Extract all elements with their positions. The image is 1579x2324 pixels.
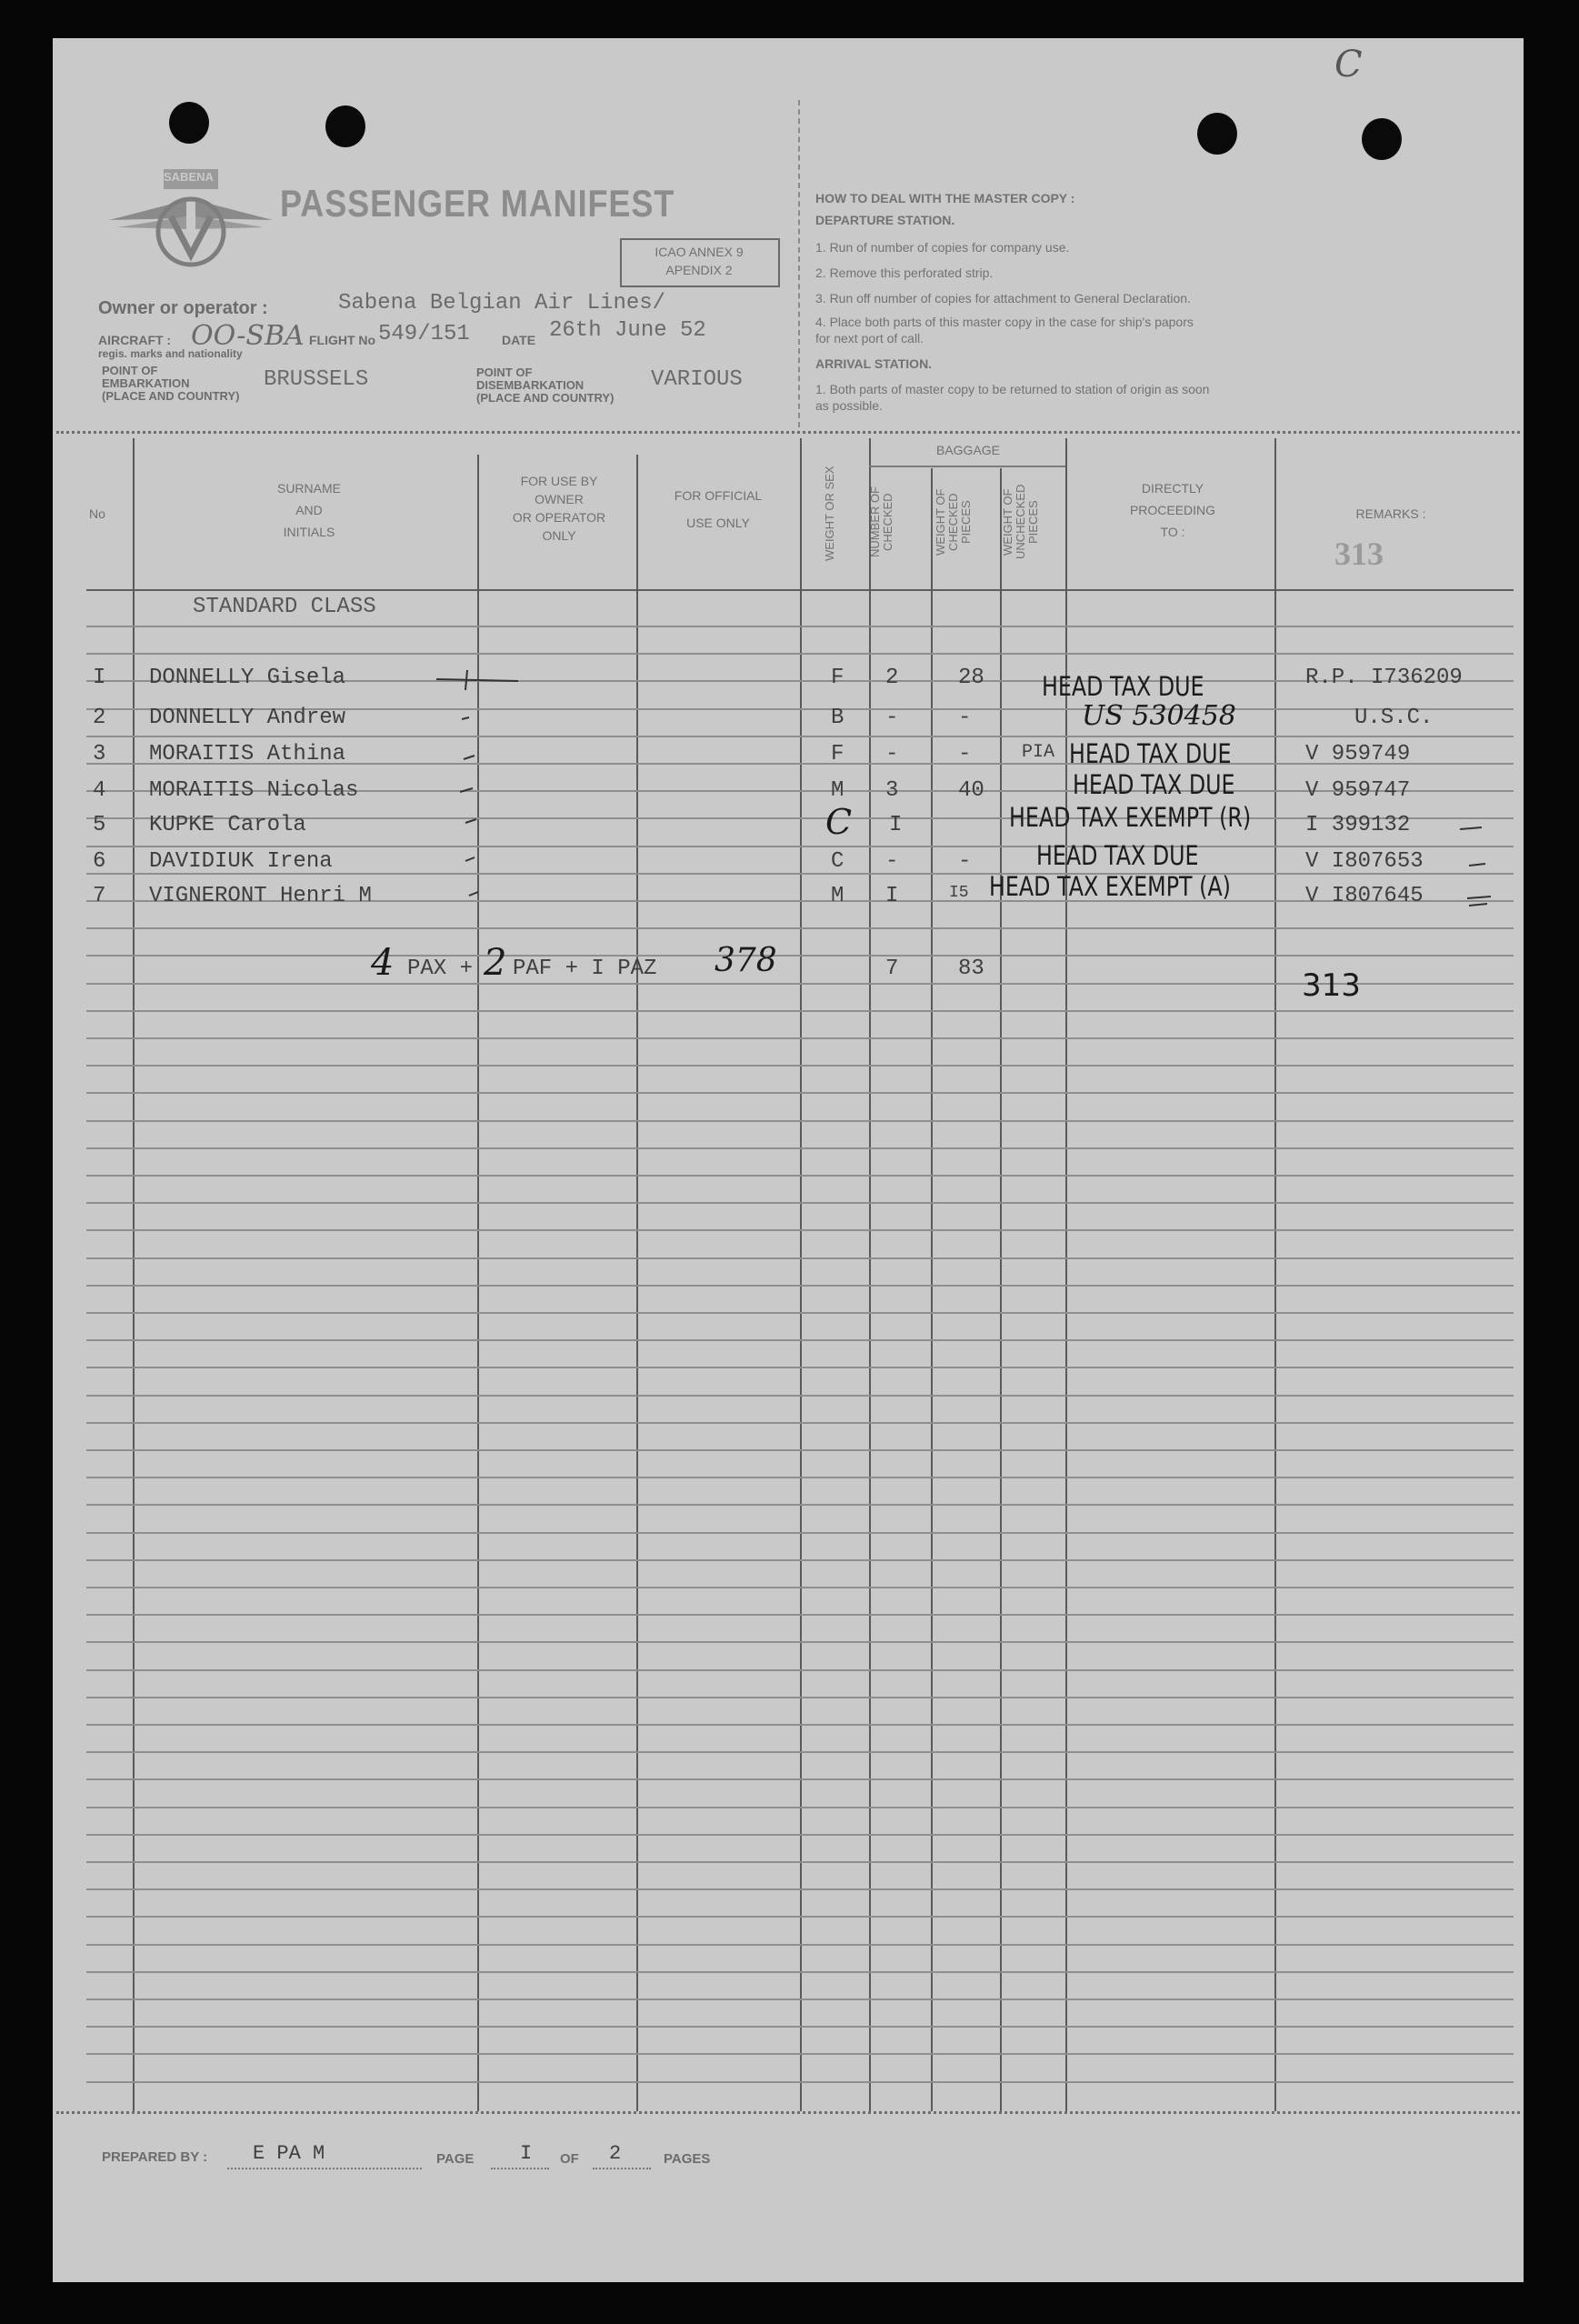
instructions-arrival: ARRIVAL STATION. xyxy=(815,356,933,371)
passenger-sex: F xyxy=(831,666,844,690)
passenger-sex: M xyxy=(831,884,844,908)
passenger-sex: M xyxy=(831,778,844,803)
col-owner-use: OR OPERATOR xyxy=(512,510,606,525)
section-title: STANDARD CLASS xyxy=(193,595,376,619)
col-number-checked: NUMBER OF CHECKED xyxy=(868,486,894,557)
table-rule-line xyxy=(86,1587,1514,1588)
prepared-value: E PA M xyxy=(253,2142,325,2165)
baggage-weight: - xyxy=(958,742,972,766)
baggage-weight: - xyxy=(958,849,972,874)
instructions-item: 4. Place both parts of this master copy in the case for ship's papors xyxy=(815,315,1194,329)
table-rule-line xyxy=(86,1229,1514,1231)
col-directly: PROCEEDING xyxy=(1129,503,1216,517)
tax-stamp: HEAD TAX DUE xyxy=(1042,671,1204,702)
of-underline xyxy=(593,2168,651,2169)
table-rule-line xyxy=(86,1532,1514,1534)
table-rule-line xyxy=(86,927,1514,929)
passenger-remark: U.S.C. xyxy=(1354,706,1434,730)
table-rule-line xyxy=(86,626,1514,627)
passenger-remark: V 959747 xyxy=(1305,778,1411,803)
perforation-line xyxy=(798,100,800,427)
table-rule-line xyxy=(86,1697,1514,1698)
table-rule-line xyxy=(86,955,1514,957)
date-label: DATE xyxy=(502,333,536,347)
col-remarks: REMARKS : xyxy=(1355,506,1426,521)
table-rule-line xyxy=(86,1312,1514,1314)
total-remarks-handwritten: 313 xyxy=(1302,967,1361,1004)
total-pax-label: PAX + xyxy=(407,957,474,981)
tax-stamp: HEAD TAX DUE xyxy=(1073,769,1235,800)
column-line xyxy=(1000,468,1002,2111)
passenger-sex: I xyxy=(889,813,903,837)
disembark-label: DISEMBARKATION xyxy=(476,378,585,392)
passenger-name: DAVIDIUK Irena xyxy=(149,849,333,874)
passenger-name: VIGNERONT Henri M xyxy=(149,884,372,908)
column-line xyxy=(869,438,871,2111)
embark-label: (PLACE AND COUNTRY) xyxy=(102,389,240,403)
table-rule-line xyxy=(86,1422,1514,1424)
baggage-number: 3 xyxy=(885,778,899,803)
table-rule-line xyxy=(86,1202,1514,1204)
tax-stamp: HEAD TAX DUE xyxy=(1069,738,1232,769)
table-top-border xyxy=(56,431,1520,434)
disembark-label: POINT OF xyxy=(476,366,533,379)
total-paf-count: 2 xyxy=(484,942,507,984)
table-rule-line xyxy=(86,653,1514,655)
instructions-item: 2. Remove this perforated strip. xyxy=(815,265,994,280)
table-rule-line xyxy=(86,1010,1514,1012)
row-no: 4 xyxy=(93,778,106,803)
passenger-remark: V I807653 xyxy=(1305,849,1424,874)
table-rule-line xyxy=(86,1559,1514,1561)
col-no: No xyxy=(89,506,105,521)
tax-stamp: HEAD TAX DUE xyxy=(1036,840,1199,871)
owner-value: Sabena Belgian Air Lines/ xyxy=(338,291,666,316)
table-rule-line xyxy=(86,1861,1514,1863)
passenger-sex: B xyxy=(831,706,844,730)
page-value: I xyxy=(520,2142,533,2165)
baggage-number: - xyxy=(885,706,899,730)
table-rule-line xyxy=(86,1641,1514,1643)
instructions-item: 1. Run of number of copies for company use. xyxy=(815,240,1070,255)
handwritten-c: C xyxy=(825,802,853,842)
table-rule-line xyxy=(86,1367,1514,1368)
table-rule-line xyxy=(86,1998,1514,2000)
table-rule-line xyxy=(86,1395,1514,1397)
owner-label: Owner or operator : xyxy=(98,298,268,318)
row-no: I xyxy=(93,666,106,690)
table-rule-line xyxy=(86,846,1514,847)
baggage-underline xyxy=(869,466,1065,467)
table-rule-line xyxy=(86,1504,1514,1506)
baggage-number: 2 xyxy=(885,666,899,690)
total-pax-count: 4 xyxy=(371,942,395,984)
table-rule-line xyxy=(86,983,1514,985)
column-line xyxy=(1274,438,1276,2111)
flight-value: 549/151 xyxy=(378,322,470,346)
punch-hole xyxy=(1197,113,1237,155)
instructions-item: as possible. xyxy=(815,398,883,413)
table-rule-line xyxy=(86,1037,1514,1039)
passenger-remark: V I807645 xyxy=(1305,884,1424,908)
icao-appendix: APENDIX 2 xyxy=(665,263,733,277)
remarks-number: 313 xyxy=(1334,536,1384,572)
tax-stamp-handwritten: US 530458 xyxy=(1082,700,1236,732)
punch-hole xyxy=(325,105,365,147)
passenger-name: MORAITIS Nicolas xyxy=(149,778,359,803)
col-owner-use: FOR USE BY xyxy=(520,474,598,488)
passenger-remark: R.P. I736209 xyxy=(1305,666,1463,690)
column-line xyxy=(800,438,802,2111)
col-surname: AND xyxy=(295,503,323,517)
page-underline xyxy=(491,2168,549,2169)
date-value: 26th June 52 xyxy=(549,318,706,343)
baggage-weight: I5 xyxy=(949,884,969,902)
instructions-item: 3. Run off number of copies for attachment to General Declaration. xyxy=(815,291,1191,306)
passenger-remark: V 959749 xyxy=(1305,742,1411,766)
table-rule-line xyxy=(86,2026,1514,2028)
passenger-name: MORAITIS Athina xyxy=(149,742,346,766)
icao-annex: ICAO ANNEX 9 xyxy=(655,245,744,259)
table-rule-line xyxy=(86,736,1514,737)
instructions-item: 1. Both parts of master copy to be returned to station of origin as soon xyxy=(815,382,1210,396)
col-weight-sex: WEIGHT OR SEX xyxy=(823,466,836,562)
table-rule-line xyxy=(86,1751,1514,1753)
row-no: 2 xyxy=(93,706,106,730)
instructions-title: HOW TO DEAL WITH THE MASTER COPY : xyxy=(815,191,1075,205)
aircraft-sub: regis. marks and nationality xyxy=(98,347,243,360)
total-handwritten: 378 xyxy=(715,942,777,979)
baggage-number: I xyxy=(885,884,899,908)
owner-marks xyxy=(418,668,527,914)
table-rule-line xyxy=(86,2053,1514,2055)
table-rule-line xyxy=(86,1175,1514,1177)
logo-text: SABENA xyxy=(164,170,214,184)
passenger-sex: C xyxy=(831,849,844,874)
table-rule-line xyxy=(86,1092,1514,1094)
remark-marks xyxy=(1454,818,1518,909)
baggage-number: - xyxy=(885,849,899,874)
punch-hole xyxy=(169,102,209,144)
total-baggage-weight: 83 xyxy=(958,957,984,981)
column-line xyxy=(931,468,933,2111)
punch-hole xyxy=(1362,118,1402,160)
tax-stamp: HEAD TAX EXEMPT (A) xyxy=(989,871,1231,902)
col-surname: SURNAME xyxy=(276,481,341,496)
of-label: OF xyxy=(560,2151,579,2167)
embark-value: BRUSSELS xyxy=(264,367,369,392)
col-owner-use: ONLY xyxy=(542,528,576,543)
table-bottom-border xyxy=(56,2111,1520,2114)
passenger-sex: F xyxy=(831,742,844,766)
row-no: 5 xyxy=(93,813,106,837)
table-rule-line xyxy=(86,1724,1514,1726)
table-rule-line xyxy=(86,1669,1514,1671)
row-no: 3 xyxy=(93,742,106,766)
corner-mark: C xyxy=(1334,44,1363,85)
table-rule-line xyxy=(86,1971,1514,1973)
tax-stamp-prefix: PIA xyxy=(1022,742,1055,763)
table-rule-line xyxy=(86,1807,1514,1808)
table-rule-line xyxy=(86,1916,1514,1918)
embark-label: POINT OF xyxy=(102,364,158,377)
page-label: PAGE xyxy=(436,2151,475,2167)
table-rule-line xyxy=(86,1944,1514,1946)
instructions-departure: DEPARTURE STATION. xyxy=(815,213,955,227)
column-line xyxy=(133,438,135,2111)
table-rule-line xyxy=(86,1449,1514,1451)
baggage-weight: 40 xyxy=(958,778,984,803)
table-rule-line xyxy=(86,1339,1514,1341)
baggage-weight: - xyxy=(958,706,972,730)
table-rule-line xyxy=(86,2081,1514,2083)
aircraft-label: AIRCRAFT : xyxy=(98,333,172,347)
col-official: USE ONLY xyxy=(686,516,750,530)
tax-stamp: HEAD TAX EXEMPT (R) xyxy=(1009,802,1252,833)
col-directly: DIRECTLY xyxy=(1141,481,1204,496)
disembark-label: (PLACE AND COUNTRY) xyxy=(476,391,615,405)
col-surname: INITIALS xyxy=(283,525,335,539)
col-weight-unchecked: WEIGHT OF UNCHECKED PIECES xyxy=(1001,484,1040,560)
of-value: 2 xyxy=(609,2142,622,2165)
pages-label: PAGES xyxy=(664,2151,711,2167)
col-owner-use: OWNER xyxy=(535,492,584,506)
passenger-remark: I 399132 xyxy=(1305,813,1411,837)
col-weight-checked: WEIGHT OF CHECKED PIECES xyxy=(934,488,973,556)
table-rule-line xyxy=(86,1477,1514,1478)
col-directly: TO : xyxy=(1160,525,1185,539)
col-baggage: BAGGAGE xyxy=(935,443,1001,457)
table-rule-line xyxy=(86,1285,1514,1287)
table-rule-line xyxy=(86,1257,1514,1259)
prepared-label: PREPARED BY : xyxy=(102,2149,208,2165)
passenger-name: KUPKE Carola xyxy=(149,813,306,837)
page-title: PASSENGER MANIFEST xyxy=(280,182,675,225)
baggage-weight: 28 xyxy=(958,666,984,690)
table-rule-line xyxy=(86,1778,1514,1780)
table-rule-line xyxy=(86,1147,1514,1149)
total-baggage-number: 7 xyxy=(885,957,899,981)
table-rule-line xyxy=(86,1120,1514,1122)
table-rule-line xyxy=(86,1834,1514,1836)
col-official: FOR OFFICIAL xyxy=(674,488,763,503)
row-no: 6 xyxy=(93,849,106,874)
table-rule-line xyxy=(86,1065,1514,1067)
total-paf-label: PAF + I PAZ xyxy=(513,957,657,981)
row-no: 7 xyxy=(93,884,106,908)
instructions-item: for next port of call. xyxy=(815,331,924,346)
aircraft-value: OO-SBA xyxy=(191,320,305,352)
table-rule-line xyxy=(86,1888,1514,1890)
passenger-name: DONNELLY Andrew xyxy=(149,706,346,730)
table-rule-line xyxy=(86,1614,1514,1616)
flight-label: FLIGHT No xyxy=(309,333,376,347)
passenger-name: DONNELLY Gisela xyxy=(149,666,346,690)
embark-label: EMBARKATION xyxy=(102,376,190,390)
disembark-value: VARIOUS xyxy=(651,367,743,392)
prepared-underline xyxy=(227,2168,422,2169)
baggage-number: - xyxy=(885,742,899,766)
